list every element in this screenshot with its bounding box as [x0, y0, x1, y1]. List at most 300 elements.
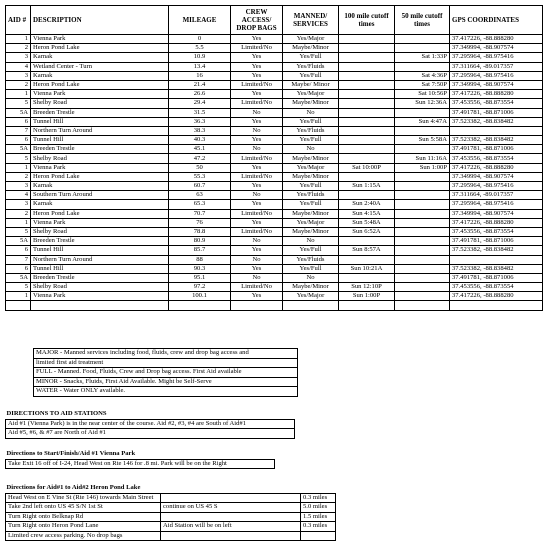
mileage-cell: 16	[169, 71, 231, 80]
directions-cell-c: 0.3 miles	[301, 493, 336, 503]
description-cell: Shelby Road	[31, 227, 169, 236]
empty-cell	[6, 301, 31, 310]
crew-access-cell: Yes	[231, 264, 283, 273]
cutoff-50-cell: Sat 10:56P	[395, 90, 450, 99]
cutoff-100-cell	[339, 191, 395, 200]
table-row	[6, 145, 543, 154]
crew-access-cell: Yes	[231, 90, 283, 99]
description-cell: Shelby Road	[31, 154, 169, 163]
cutoff-50-cell	[395, 255, 450, 264]
manned-services-cell: Yes/Full	[283, 117, 339, 126]
aid-cell: 5A	[6, 273, 31, 282]
gps-cell: 37.523382, -88.838482	[450, 246, 543, 255]
mileage-cell: 36.3	[169, 117, 231, 126]
manned-services-cell: No	[283, 145, 339, 154]
gps-cell: 37.295964, -88.975416	[450, 53, 543, 62]
empty-cell	[339, 301, 395, 310]
crew-access-cell: Yes	[231, 62, 283, 71]
directions-start-title: Directions to Start/Finish/Aid #1 Vienna Park	[6, 450, 275, 459]
table-row	[6, 246, 543, 255]
aid-cell: 3	[6, 200, 31, 209]
gps-cell: 37.417226, -88.888280	[450, 35, 543, 44]
gps-cell: 37.453556, -88.873554	[450, 283, 543, 292]
description-cell: Vienna Park	[31, 90, 169, 99]
description-cell: Breeden Trestle	[31, 108, 169, 117]
directions-row	[6, 531, 336, 541]
crew-access-cell: Yes	[231, 182, 283, 191]
manned-services-cell: Yes/Full	[283, 136, 339, 145]
cutoff-100-cell: Sun 12:10P	[339, 283, 395, 292]
crew-access-cell: Yes	[231, 218, 283, 227]
empty-cell	[395, 301, 450, 310]
cutoff-100-cell	[339, 62, 395, 71]
services-legend	[33, 348, 298, 397]
cutoff-100-cell: Sun 2:40A	[339, 200, 395, 209]
table-row	[6, 126, 543, 135]
manned-services-cell: Yes/Fluids	[283, 126, 339, 135]
cutoff-50-cell: Sat 1:33P	[395, 53, 450, 62]
crew-access-cell: No	[231, 191, 283, 200]
mileage-cell: 21.4	[169, 80, 231, 89]
cutoff-50-cell	[395, 200, 450, 209]
mileage-cell: 70.7	[169, 209, 231, 218]
mileage-cell: 47.2	[169, 154, 231, 163]
crew-access-cell: Yes	[231, 200, 283, 209]
aid-cell: 4	[6, 191, 31, 200]
mileage-cell: 55.3	[169, 172, 231, 181]
description-cell: Northern Turn Around	[31, 126, 169, 135]
aid-cell: 5A	[6, 237, 31, 246]
table-row	[6, 44, 543, 53]
manned-services-cell: Maybe/Minor	[283, 99, 339, 108]
col-100-mile-cutoff: 100 mile cutoff times	[339, 6, 395, 35]
manned-services-cell: Yes/Fluids	[283, 62, 339, 71]
directions-cell-c: 1.5 miles	[301, 512, 336, 522]
description-cell: Tunnel Hill	[31, 117, 169, 126]
cutoff-50-cell	[395, 264, 450, 273]
description-cell: Breeden Trestle	[31, 237, 169, 246]
table-row	[6, 227, 543, 236]
cutoff-100-cell	[339, 71, 395, 80]
mileage-cell: 26.6	[169, 90, 231, 99]
gps-cell: 37.523382, -88.838482	[450, 264, 543, 273]
gps-cell: 37.491781, -88.871006	[450, 145, 543, 154]
crew-access-cell: No	[231, 273, 283, 282]
table-row	[6, 237, 543, 246]
crew-access-cell: Yes	[231, 35, 283, 44]
gps-cell: 37.295964, -88.975416	[450, 182, 543, 191]
directions-aid2-title: Directions for Aid#1 to Aid#2 Heron Pond Lake	[6, 484, 336, 493]
cutoff-100-cell	[339, 99, 395, 108]
aid-cell: 5A	[6, 145, 31, 154]
table-row	[6, 218, 543, 227]
mileage-cell: 0	[169, 35, 231, 44]
crew-access-cell: Yes	[231, 136, 283, 145]
manned-services-cell: Maybe/Minor	[283, 227, 339, 236]
cutoff-50-cell	[395, 218, 450, 227]
col-crew-access: CREW ACCESS/ DROP BAGS	[231, 6, 283, 35]
mileage-cell: 63	[169, 191, 231, 200]
table-row	[6, 53, 543, 62]
crew-access-cell: Limited/No	[231, 209, 283, 218]
cutoff-50-cell	[395, 126, 450, 135]
mileage-cell: 90.3	[169, 264, 231, 273]
aid-cell: 1	[6, 90, 31, 99]
crew-access-cell: No	[231, 237, 283, 246]
cutoff-100-cell	[339, 145, 395, 154]
cutoff-50-cell: Sat 7:50P	[395, 80, 450, 89]
directions-start-finish	[5, 450, 275, 469]
crew-access-cell: Yes	[231, 53, 283, 62]
aid-cell: 2	[6, 44, 31, 53]
mileage-cell: 5.5	[169, 44, 231, 53]
aid-cell: 1	[6, 35, 31, 44]
table-header-row	[6, 6, 543, 35]
directions-cell-a: Head West on E Vine St (Rte 146) towards Main Street	[6, 493, 161, 503]
directions-aid-title: DIRECTIONS TO AID STATIONS	[6, 410, 295, 419]
table-row	[6, 136, 543, 145]
manned-services-cell: Yes/Major	[283, 163, 339, 172]
col-gps: GPS COORDINATES	[450, 6, 543, 35]
aid-cell: 5	[6, 99, 31, 108]
directions-aid-line-1: Aid #1 (Vienna Park) is in the near center of the course. Aid #2, #3, #4 are South of Aid#1	[6, 419, 295, 429]
cutoff-50-cell: Sun 4:47A	[395, 117, 450, 126]
description-cell: Breeden Trestle	[31, 273, 169, 282]
mileage-cell: 10.9	[169, 53, 231, 62]
table-row	[6, 292, 543, 301]
gps-cell: 37.295964, -88.975416	[450, 71, 543, 80]
gps-cell: 37.349994, -88.907574	[450, 209, 543, 218]
gps-cell: 37.453556, -88.873554	[450, 154, 543, 163]
manned-services-cell: Yes/Full	[283, 71, 339, 80]
description-cell: Vienna Park	[31, 218, 169, 227]
gps-cell	[450, 255, 543, 264]
gps-cell: 37.453556, -88.873554	[450, 227, 543, 236]
cutoff-50-cell	[395, 292, 450, 301]
gps-cell: 37.491781, -88.871006	[450, 108, 543, 117]
directions-cell-c: 5.0 miles	[301, 503, 336, 513]
col-manned-services: MANNED/ SERVICES	[283, 6, 339, 35]
manned-services-cell: No	[283, 273, 339, 282]
gps-cell: 37.417226, -88.888280	[450, 163, 543, 172]
table-row	[6, 209, 543, 218]
table-row	[6, 172, 543, 181]
table-row	[6, 35, 543, 44]
manned-services-cell: Yes/Full	[283, 246, 339, 255]
table-row	[6, 273, 543, 282]
aid-cell: 3	[6, 182, 31, 191]
mileage-cell: 45.1	[169, 145, 231, 154]
directions-cell-b	[161, 512, 301, 522]
gps-cell: 37.453556, -88.873554	[450, 99, 543, 108]
cutoff-50-cell: Sat 4:36P	[395, 71, 450, 80]
aid-cell: 4	[6, 62, 31, 71]
gps-cell: 37.491781, -88.871006	[450, 273, 543, 282]
crew-access-cell: No	[231, 108, 283, 117]
cutoff-100-cell: Sat 10:00P	[339, 163, 395, 172]
mileage-cell: 13.4	[169, 62, 231, 71]
manned-services-cell: Yes/Full	[283, 264, 339, 273]
manned-services-cell: Yes/Full	[283, 182, 339, 191]
manned-services-cell: Maybe/Minor	[283, 154, 339, 163]
description-cell: Heron Pond Lake	[31, 44, 169, 53]
aid-cell: 3	[6, 53, 31, 62]
table-row	[6, 191, 543, 200]
manned-services-cell: Yes/Major	[283, 90, 339, 99]
crew-access-cell: Yes	[231, 163, 283, 172]
table-row	[6, 117, 543, 126]
cutoff-100-cell	[339, 172, 395, 181]
cutoff-100-cell: Sun 8:57A	[339, 246, 395, 255]
cutoff-100-cell	[339, 117, 395, 126]
manned-services-cell: Maybe/Minor	[283, 44, 339, 53]
aid-cell: 1	[6, 163, 31, 172]
legend-major-cont: limited first aid treatment	[34, 358, 298, 368]
mileage-cell: 76	[169, 218, 231, 227]
aid-cell: 2	[6, 172, 31, 181]
manned-services-cell: Yes/Full	[283, 200, 339, 209]
description-cell: Karnak	[31, 71, 169, 80]
cutoff-50-cell	[395, 172, 450, 181]
cutoff-50-cell	[395, 108, 450, 117]
aid-cell: 2	[6, 209, 31, 218]
cutoff-50-cell	[395, 191, 450, 200]
cutoff-100-cell: Sun 4:15A	[339, 209, 395, 218]
gps-cell: 37.523382, -88.838482	[450, 136, 543, 145]
manned-services-cell: Maybe/ Minor	[283, 80, 339, 89]
cutoff-100-cell	[339, 136, 395, 145]
col-mileage: MILEAGE	[169, 6, 231, 35]
mileage-cell: 85.7	[169, 246, 231, 255]
description-cell: Southern Turn Around	[31, 191, 169, 200]
directions-cell-c	[301, 531, 336, 541]
aid-cell: 6	[6, 117, 31, 126]
legend-full: FULL - Manned. Food, Fluids, Crew and Drop bag access. First Aid available	[34, 368, 298, 378]
cutoff-50-cell: Sun 1:00P	[395, 163, 450, 172]
directions-aid-stations	[5, 410, 295, 439]
table-row	[6, 163, 543, 172]
cutoff-100-cell	[339, 273, 395, 282]
description-cell: Vienna Park	[31, 163, 169, 172]
mileage-cell: 50	[169, 163, 231, 172]
table-row	[6, 71, 543, 80]
cutoff-50-cell	[395, 283, 450, 292]
manned-services-cell: Yes/Major	[283, 35, 339, 44]
cutoff-50-cell	[395, 182, 450, 191]
aid-cell: 6	[6, 136, 31, 145]
description-cell: Vienna Park	[31, 35, 169, 44]
gps-cell: 37.311664, -89.017357	[450, 191, 543, 200]
empty-cell	[283, 301, 339, 310]
mileage-cell: 29.4	[169, 99, 231, 108]
description-cell: Shelby Road	[31, 283, 169, 292]
mileage-cell: 80.9	[169, 237, 231, 246]
gps-cell: 37.417226, -88.888280	[450, 292, 543, 301]
cutoff-50-cell	[395, 209, 450, 218]
cutoff-100-cell	[339, 90, 395, 99]
table-row	[6, 154, 543, 163]
mileage-cell: 38.3	[169, 126, 231, 135]
table-row	[6, 90, 543, 99]
table-row	[6, 99, 543, 108]
gps-cell: 37.311664, -89.017357	[450, 62, 543, 71]
aid-cell: 5	[6, 227, 31, 236]
directions-row	[6, 503, 336, 513]
description-cell: Heron Pond Lake	[31, 172, 169, 181]
manned-services-cell: Maybe/Minor	[283, 209, 339, 218]
mileage-cell: 78.8	[169, 227, 231, 236]
description-cell: Heron Pond Lake	[31, 209, 169, 218]
mileage-cell: 97.2	[169, 283, 231, 292]
description-cell: Tunnel Hill	[31, 264, 169, 273]
mileage-cell: 88	[169, 255, 231, 264]
directions-cell-c: 0.3 miles	[301, 522, 336, 532]
crew-access-cell: Yes	[231, 71, 283, 80]
cutoff-50-cell: Sun 11:16A	[395, 154, 450, 163]
crew-access-cell: No	[231, 126, 283, 135]
cutoff-50-cell	[395, 44, 450, 53]
table-row	[6, 255, 543, 264]
gps-cell: 37.417226, -88.888280	[450, 90, 543, 99]
crew-access-cell: No	[231, 255, 283, 264]
crew-access-cell: Limited/No	[231, 283, 283, 292]
directions-cell-a: Turn Right onto Belknap Rd	[6, 512, 161, 522]
cutoff-50-cell	[395, 145, 450, 154]
cutoff-50-cell: Sun 5:58A	[395, 136, 450, 145]
description-cell: Karnak	[31, 200, 169, 209]
cutoff-50-cell	[395, 273, 450, 282]
manned-services-cell: Yes/Major	[283, 218, 339, 227]
description-cell: Karnak	[31, 182, 169, 191]
directions-aid1-to-aid2	[5, 484, 336, 541]
description-cell: Northern Turn Around	[31, 255, 169, 264]
directions-row	[6, 493, 336, 503]
directions-cell-a: Take 2nd left onto US 45 S/N 1st St	[6, 503, 161, 513]
cutoff-100-cell: Sun 6:52A	[339, 227, 395, 236]
cutoff-50-cell	[395, 35, 450, 44]
col-50-mile-cutoff: 50 mile cutoff times	[395, 6, 450, 35]
legend-water: WATER - Water ONLY available.	[34, 387, 298, 397]
aid-cell: 5A	[6, 108, 31, 117]
aid-cell: 5	[6, 154, 31, 163]
crew-access-cell: Limited/No	[231, 80, 283, 89]
description-cell: Tunnel Hill	[31, 246, 169, 255]
table-row	[6, 264, 543, 273]
crew-access-cell: Limited/No	[231, 44, 283, 53]
cutoff-50-cell: Sun 12:36A	[395, 99, 450, 108]
gps-cell: 37.491781, -88.871006	[450, 237, 543, 246]
cutoff-100-cell	[339, 35, 395, 44]
legend-minor: MINOR - Snacks, Fluids, First Aid Available. Might be Self-Serve	[34, 377, 298, 387]
crew-access-cell: Limited/No	[231, 99, 283, 108]
cutoff-100-cell	[339, 154, 395, 163]
gps-cell: 37.349994, -88.907574	[450, 172, 543, 181]
manned-services-cell: No	[283, 108, 339, 117]
aid-cell: 6	[6, 264, 31, 273]
gps-cell: 37.523382, -88.838482	[450, 117, 543, 126]
crew-access-cell: No	[231, 145, 283, 154]
cutoff-100-cell: Sun 1:00P	[339, 292, 395, 301]
cutoff-100-cell	[339, 255, 395, 264]
description-cell: Breeden Trestle	[31, 145, 169, 154]
description-cell: Heron Pond Lake	[31, 80, 169, 89]
col-aid: AID #	[6, 6, 31, 35]
directions-cell-a: Turn Right onto Heron Pond Lane	[6, 522, 161, 532]
aid-station-table	[5, 5, 543, 311]
directions-cell-b: Aid Station will be on left	[161, 522, 301, 532]
cutoff-100-cell: Sun 1:15A	[339, 182, 395, 191]
crew-access-cell: Yes	[231, 292, 283, 301]
description-cell: Vienna Park	[31, 292, 169, 301]
manned-services-cell: No	[283, 237, 339, 246]
empty-cell	[169, 301, 231, 310]
mileage-cell: 100.1	[169, 292, 231, 301]
cutoff-100-cell	[339, 108, 395, 117]
cutoff-100-cell	[339, 80, 395, 89]
cutoff-50-cell	[395, 62, 450, 71]
crew-access-cell: Limited/No	[231, 172, 283, 181]
table-row	[6, 80, 543, 89]
manned-services-cell: Yes/Major	[283, 292, 339, 301]
empty-cell	[31, 301, 169, 310]
cutoff-100-cell: Sun 5:48A	[339, 218, 395, 227]
description-cell: Shelby Road	[31, 99, 169, 108]
directions-row	[6, 522, 336, 532]
manned-services-cell: Maybe/Minor	[283, 283, 339, 292]
aid-cell: 3	[6, 71, 31, 80]
table-row	[6, 62, 543, 71]
aid-cell: 7	[6, 126, 31, 135]
gps-cell: 37.349994, -88.907574	[450, 80, 543, 89]
gps-cell: 37.417226, -88.888280	[450, 218, 543, 227]
table-spacer-row	[6, 301, 543, 310]
table-body	[6, 35, 543, 311]
cutoff-50-cell	[395, 227, 450, 236]
table-row	[6, 283, 543, 292]
directions-row	[6, 512, 336, 522]
directions-cell-a: Limited crew access parking. No drop bags	[6, 531, 161, 541]
description-cell: Karnak	[31, 53, 169, 62]
crew-access-cell: Limited/No	[231, 154, 283, 163]
aid-cell: 1	[6, 218, 31, 227]
directions-aid-line-2: Aid #5, #6, & #7 are North of Aid #1	[6, 429, 295, 439]
mileage-cell: 31.5	[169, 108, 231, 117]
mileage-cell: 40.3	[169, 136, 231, 145]
crew-access-cell: Yes	[231, 117, 283, 126]
cutoff-100-cell	[339, 237, 395, 246]
manned-services-cell: Yes/Fluids	[283, 191, 339, 200]
empty-cell	[231, 301, 283, 310]
aid-cell: 7	[6, 255, 31, 264]
legend-major: MAJOR - Manned services including food, fluids, crew and drop bag access and	[34, 349, 298, 359]
table-row	[6, 108, 543, 117]
table-row	[6, 200, 543, 209]
empty-cell	[450, 301, 543, 310]
cutoff-100-cell	[339, 126, 395, 135]
crew-access-cell: Limited/No	[231, 227, 283, 236]
aid-cell: 2	[6, 80, 31, 89]
mileage-cell: 65.3	[169, 200, 231, 209]
manned-services-cell: Yes/Full	[283, 53, 339, 62]
description-cell: Tunnel Hill	[31, 136, 169, 145]
directions-cell-b	[161, 531, 301, 541]
directions-cell-b: continue on US 45 S	[161, 503, 301, 513]
manned-services-cell: Yes/Fluids	[283, 255, 339, 264]
aid-cell: 1	[6, 292, 31, 301]
table-row	[6, 182, 543, 191]
cutoff-50-cell	[395, 246, 450, 255]
gps-cell: 37.295964, -88.975416	[450, 200, 543, 209]
